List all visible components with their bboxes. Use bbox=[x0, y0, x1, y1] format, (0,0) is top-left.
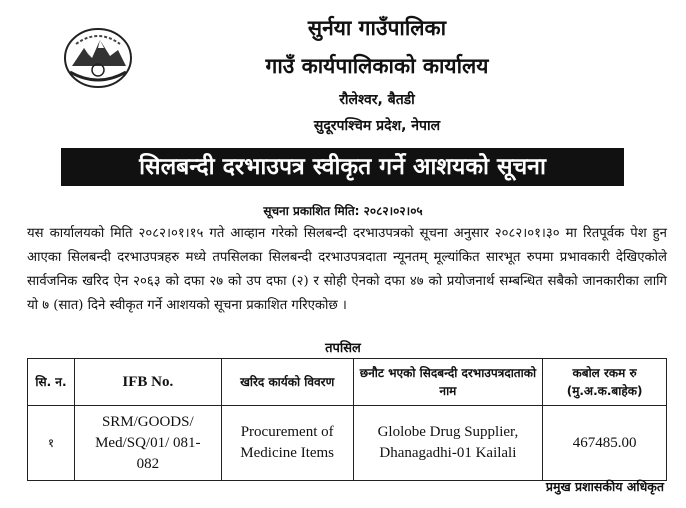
header-sn: सि. न. bbox=[28, 359, 75, 406]
notice-title-banner: सिलबन्दी दरभाउपत्र स्वीकृत गर्ने आशयको सूचना bbox=[61, 148, 624, 186]
notice-body: यस कार्यालयको मिति २०८२।०१।१५ गते आव्हान गरेको सिलबन्दी दरभाउपत्रको सूचना अनुसार २०८२।०१।३० मा रितपूर्वक पेश हुन आएका सिलबन्दी दरभाउपत्रहरु मध्ये तपसिलका सिलबन्दी दरभाउपत्रदाता न्यूनतम् मूल्यांकित सारभूत रुपमा प्रभावकारी देखिएकोले सार्वजनिक खरिद ऐन २०६३ को दफा २७ को उप दफा (२) र सोही ऐनको दफा ४७ को प्रयोजनार्थ सम्बन्धित सबैको जानकारीका लागि यो ७ (सात) दिने स्वीकृत गर्ने आशयको सूचना प्रकाशित गरिएकोछ । bbox=[27, 226, 667, 313]
table-title: तपसिल bbox=[325, 341, 361, 356]
header-amount: कबोल रकम रु (मु.अ.क.बाहेक) bbox=[543, 359, 667, 406]
table-header-row bbox=[28, 359, 667, 406]
office-name: गाउँ कार्यपालिकाको कार्यालय bbox=[265, 54, 489, 78]
table-row bbox=[28, 406, 667, 481]
cell-bidder: Glolobe Drug Supplier, Dhanagadhi-01 Kailali bbox=[353, 406, 543, 481]
cell-amount: 467485.00 bbox=[543, 406, 667, 481]
office-location: रौलेश्वर, बैतडी bbox=[339, 92, 415, 108]
cell-description: Procurement of Medicine Items bbox=[221, 406, 353, 481]
header-ifb: IFB No. bbox=[74, 359, 221, 406]
publish-date: सूचना प्रकाशित मिति: २०८२।०२।०५ bbox=[263, 204, 423, 218]
signatory-title: प्रमुख प्रशासकीय अधिकृत bbox=[545, 479, 664, 494]
header-bidder: छनौट भएको सिदबन्दी दरभाउपत्रदाताको नाम bbox=[353, 359, 543, 406]
cell-ifb: SRM/GOODS/ Med/SQ/01/ 081-082 bbox=[74, 406, 221, 481]
municipality-name: सुर्नया गाउँपालिका bbox=[307, 16, 447, 40]
bid-table bbox=[27, 358, 667, 481]
header-description: खरिद कार्यको विवरण bbox=[221, 359, 353, 406]
province-country: सुदूरपश्चिम प्रदेश, नेपाल bbox=[313, 118, 441, 134]
cell-sn: १ bbox=[28, 406, 75, 481]
